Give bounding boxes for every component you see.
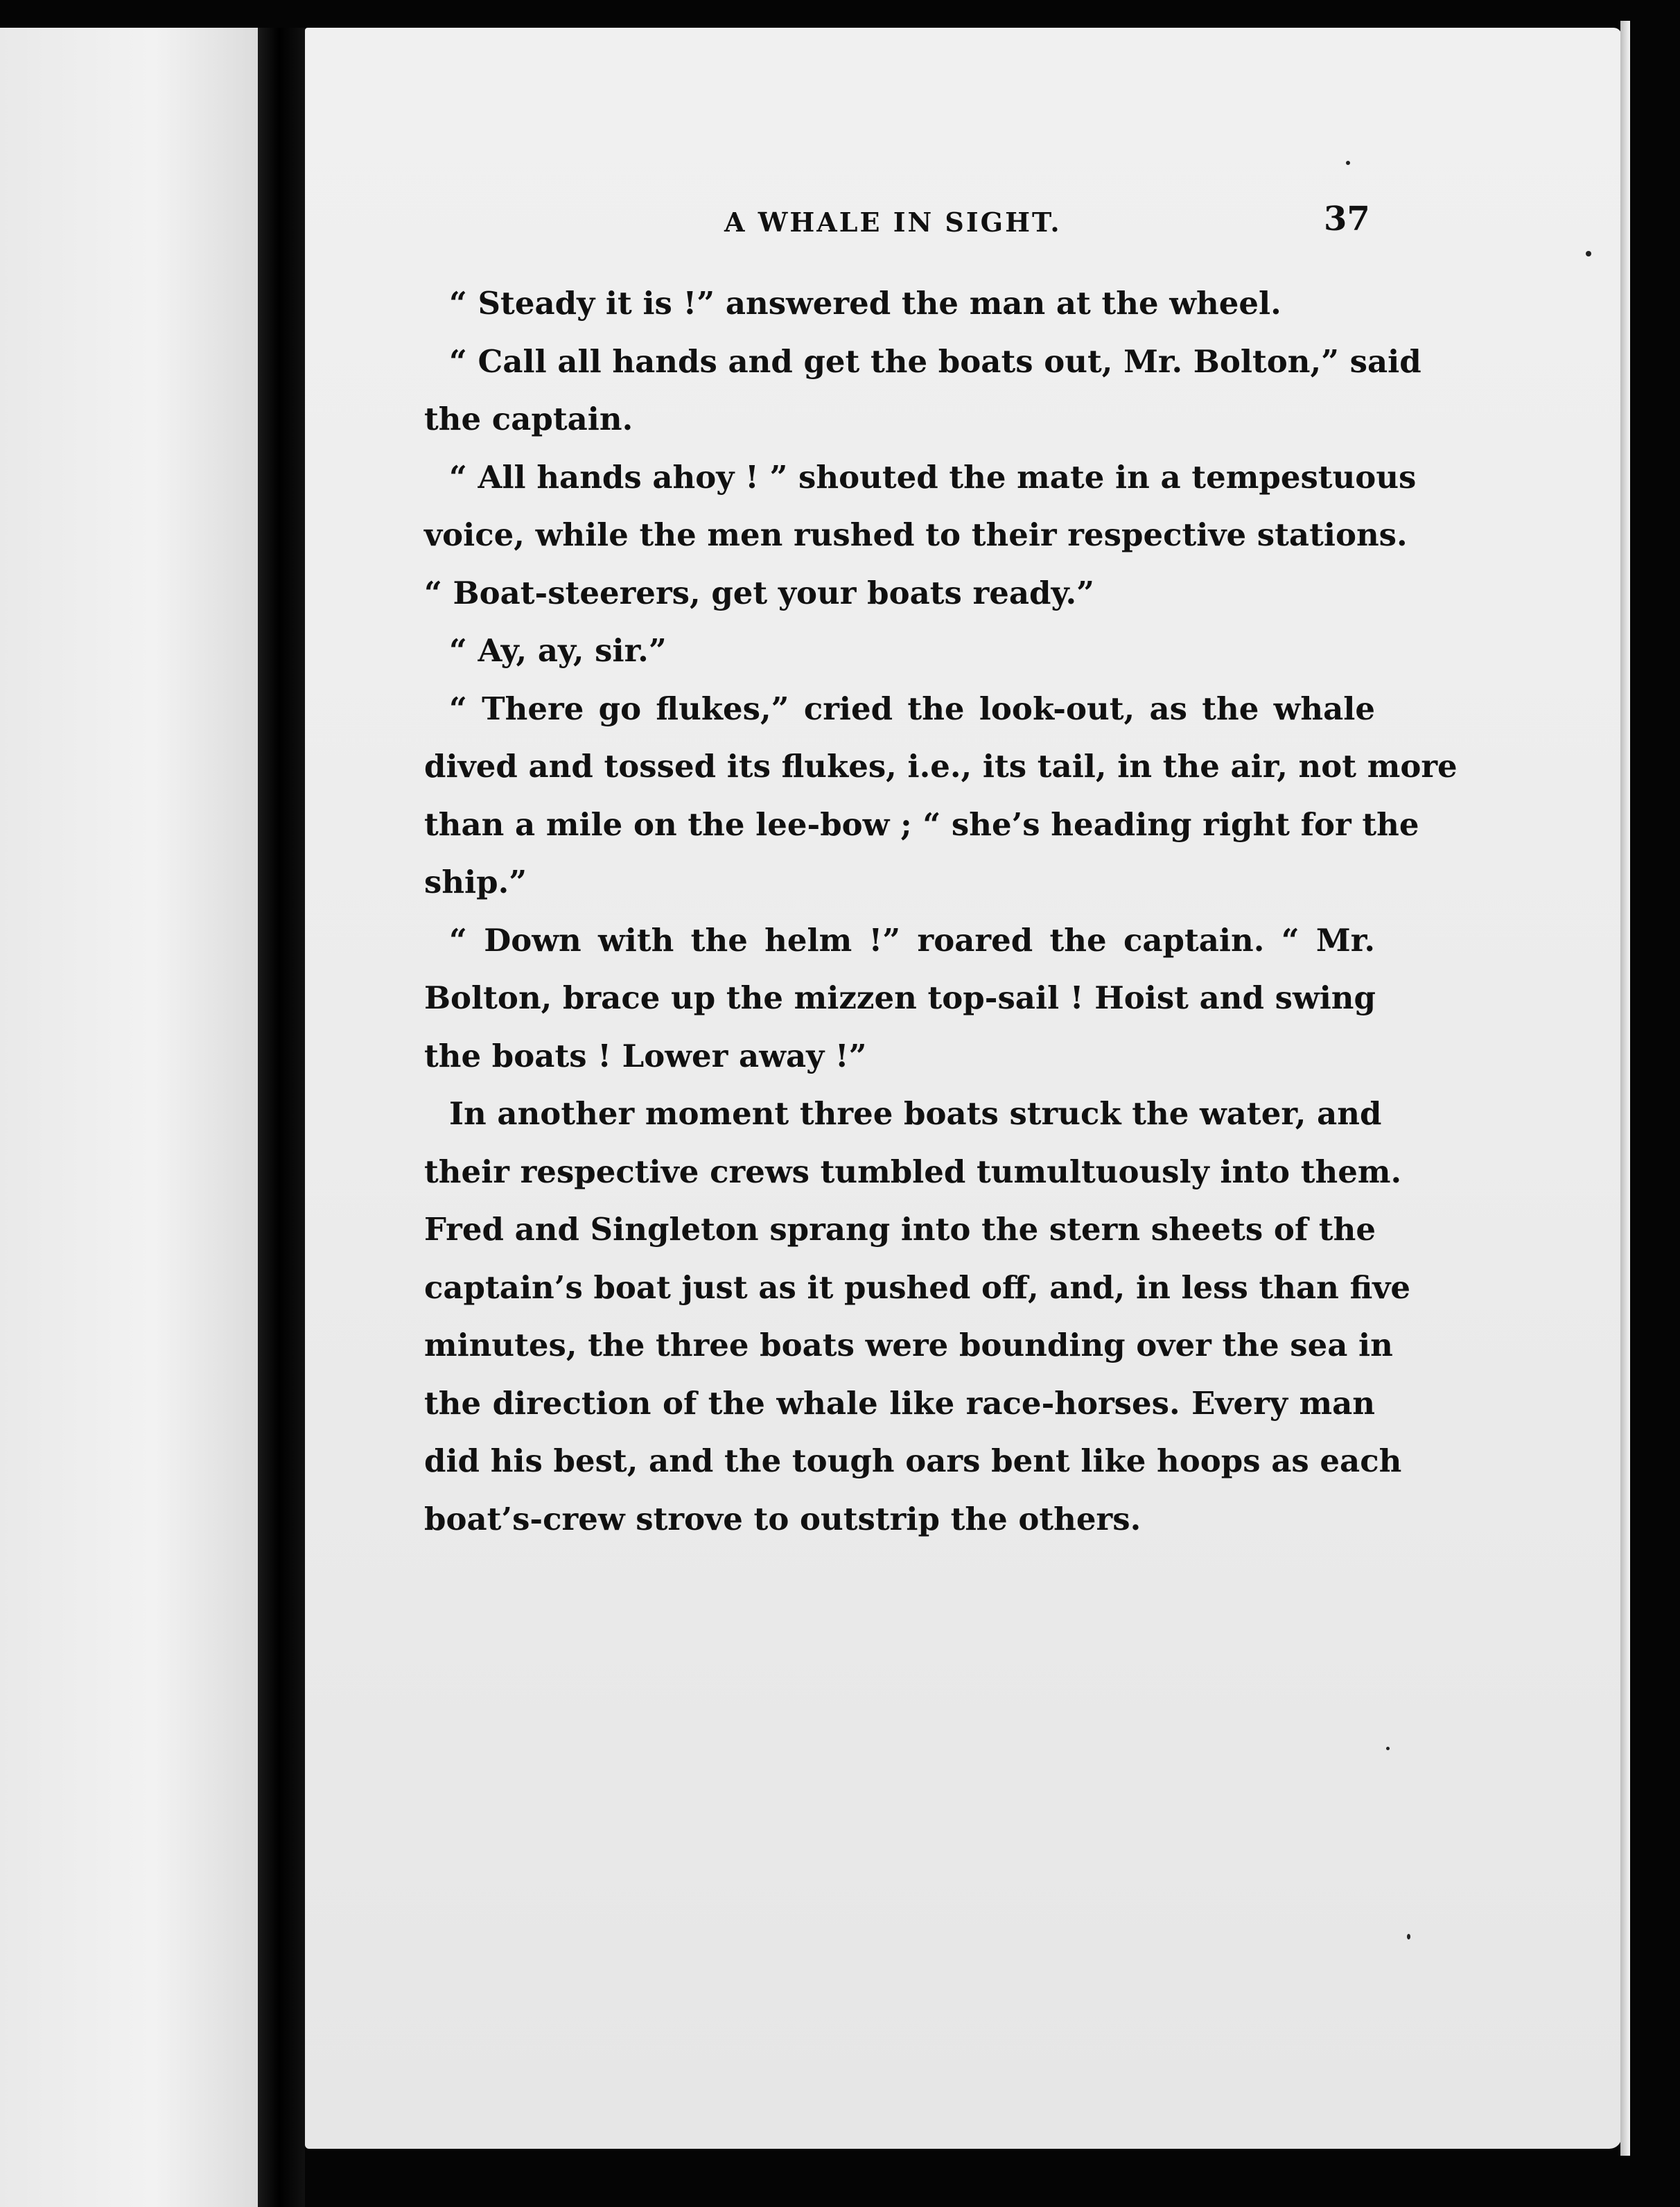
text-line: “ Down with the helm !” roared the captain. “ Mr. (449, 921, 1375, 959)
text-line: “ Boat-steerers, get your boats ready.” (424, 574, 1095, 611)
book-gutter (258, 28, 305, 2207)
body-text (424, 274, 1458, 1548)
text-line: “ There go flukes,” cried the look-out, as the whale (449, 690, 1375, 727)
text-line: Bolton, brace up the mizzen top-sail ! Hoist and swing (424, 979, 1376, 1016)
page-number: 37 (1324, 200, 1370, 238)
paper-speck (1386, 1747, 1390, 1750)
text-line: their respective crews tumbled tumultuously into them. (424, 1153, 1402, 1190)
text-line: In another moment three boats struck the water, and (449, 1095, 1382, 1132)
text-line: “ All hands ahoy ! ” shouted the mate in a tempestuous (449, 458, 1417, 496)
text-line: “ Call all hands and get the boats out, Mr. Bolton,” said (449, 342, 1421, 380)
text-line: “ Ay, ay, sir.” (449, 632, 667, 669)
text-line: boat’s-crew strove to outstrip the others. (424, 1500, 1141, 1537)
text-line: dived and tossed its flukes, i.e., its tail, in the air, not more (424, 748, 1458, 785)
facing-page-blank (0, 28, 258, 2207)
paper-speck (1346, 161, 1350, 165)
paper-speck (1586, 251, 1591, 256)
text-line: Fred and Singleton sprang into the stern sheets of the (424, 1211, 1376, 1248)
text-line: “ Steady it is !” answered the man at the wheel. (449, 285, 1281, 322)
text-line: the boats ! Lower away !” (424, 1037, 867, 1074)
text-line: the direction of the whale like race-horses. Every man (424, 1384, 1375, 1422)
page-edge (1620, 21, 1630, 2156)
running-head: A WHALE IN SIGHT. (724, 207, 1062, 238)
text-line: ship.” (424, 864, 527, 900)
paper-speck (1407, 1934, 1410, 1939)
text-line: captain’s boat just as it pushed off, and, in less than five (424, 1268, 1411, 1306)
text-line: voice, while the men rushed to their respective stations. (424, 516, 1408, 553)
text-line: the captain. (424, 401, 633, 437)
text-line: than a mile on the lee-bow ; “ she’s heading right for the (424, 805, 1419, 843)
text-line: did his best, and the tough oars bent like hoops as each (424, 1442, 1402, 1479)
text-line: minutes, the three boats were bounding over the sea in (424, 1327, 1393, 1363)
